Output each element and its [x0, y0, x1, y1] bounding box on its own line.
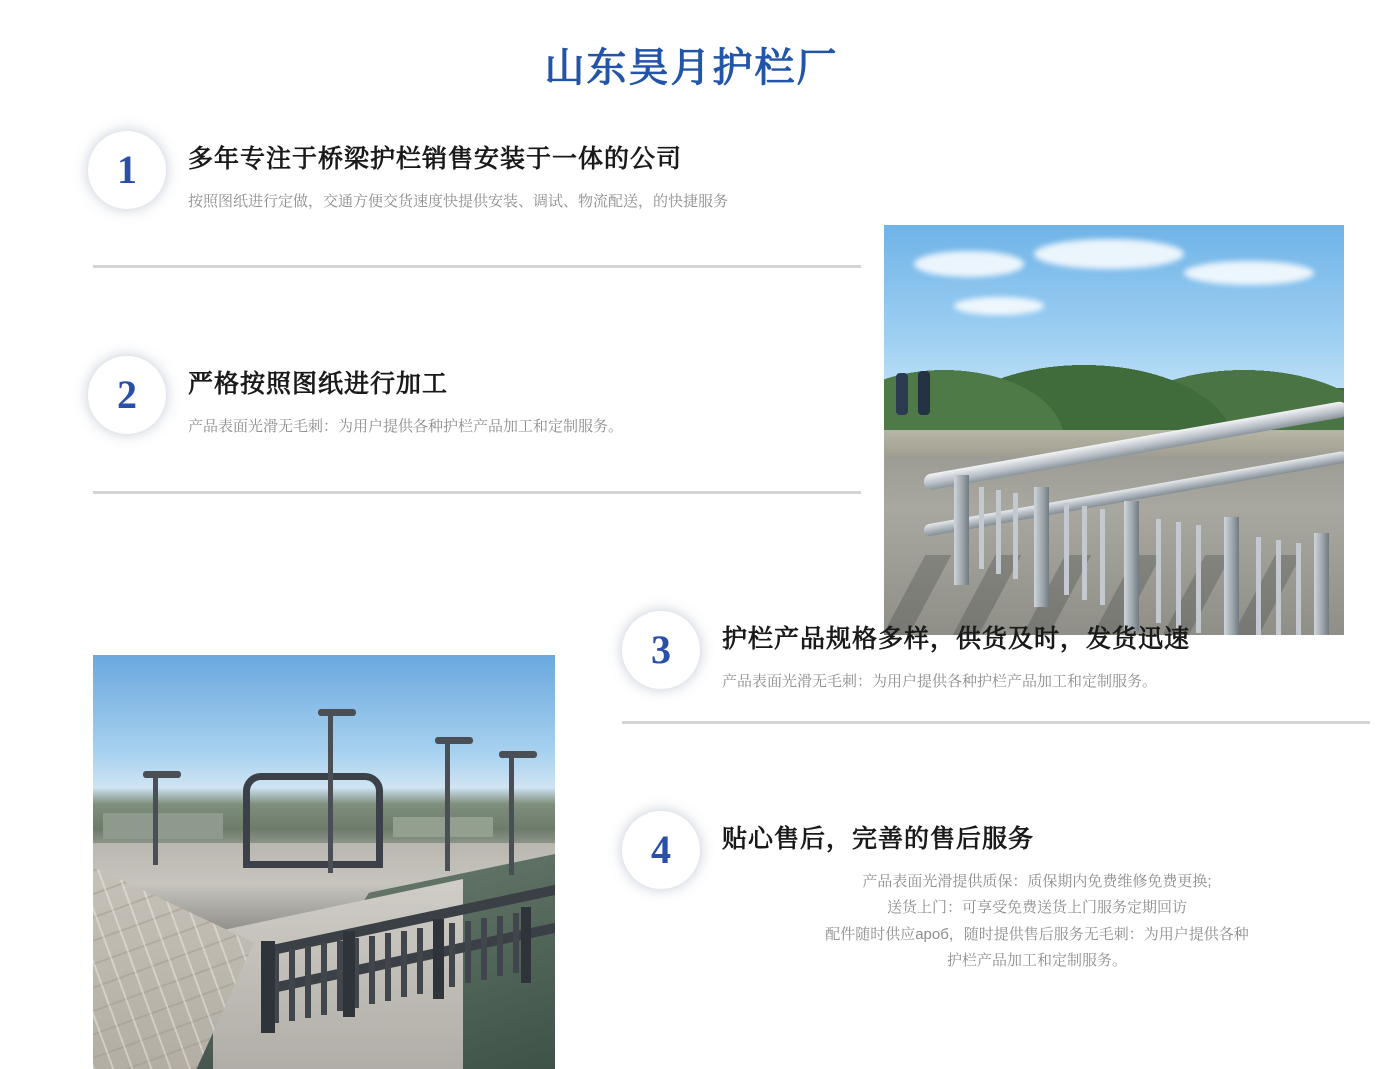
feature-number-2: 2	[117, 372, 137, 417]
canal-railing-photo	[93, 655, 555, 1069]
bridge-railing-hills-photo	[884, 225, 1344, 635]
feature-title-3: 护栏产品规格多样，供货及时，发货迅速	[722, 625, 1191, 653]
feature-number-4: 4	[651, 827, 671, 872]
feature-title-4: 贴心售后，完善的售后服务	[722, 825, 1035, 853]
page-title: 山东昊月护栏厂	[544, 46, 839, 90]
feature-badge-4	[622, 811, 700, 889]
feature-desc-3: 产品表面光滑无毛刺：为用户提供各种护栏产品加工和定制服务。	[722, 673, 1158, 690]
feature-desc-4-line-4: 护栏产品加工和定制服务。	[946, 951, 1127, 969]
feature-title-2: 严格按照图纸进行加工	[188, 370, 449, 398]
feature-desc-4-line-2: 送货上门：可享受免费送货上门服务定期回访	[886, 899, 1187, 917]
feature-divider-2	[93, 491, 861, 494]
feature-texts-4	[722, 811, 1352, 974]
feature-badge-3	[622, 611, 700, 689]
feature-row-4	[622, 811, 1362, 974]
feature-texts-3	[722, 611, 1190, 695]
feature-badge-2	[88, 356, 166, 434]
feature-desc-1: 按照图纸进行定做，交通方便交货速度快提供安装、调试、物流配送，的快捷服务	[188, 193, 729, 210]
feature-desc-4-line-3: 配件随时供应ароб，随时提供售后服务无毛刺：为用户提供各种	[825, 925, 1249, 943]
feature-number-3: 3	[651, 627, 671, 672]
feature-row-2	[88, 356, 868, 440]
feature-row-3	[622, 611, 1362, 695]
feature-number-1: 1	[117, 147, 137, 192]
features-board	[0, 103, 1383, 1003]
feature-badge-1	[88, 131, 166, 209]
feature-row-1	[88, 131, 868, 215]
feature-title-1: 多年专注于桥梁护栏销售安装于一体的公司	[188, 145, 683, 173]
feature-texts-1	[188, 131, 728, 215]
feature-desc-4-line-1: 产品表面光滑提供质保：质保期内免费维修免费更换;	[862, 873, 1212, 890]
feature-desc-2: 产品表面光滑无毛刺：为用户提供各种护栏产品加工和定制服务。	[188, 418, 624, 435]
feature-divider-3	[622, 721, 1370, 724]
feature-divider-1	[93, 265, 861, 268]
feature-texts-2	[188, 356, 623, 440]
